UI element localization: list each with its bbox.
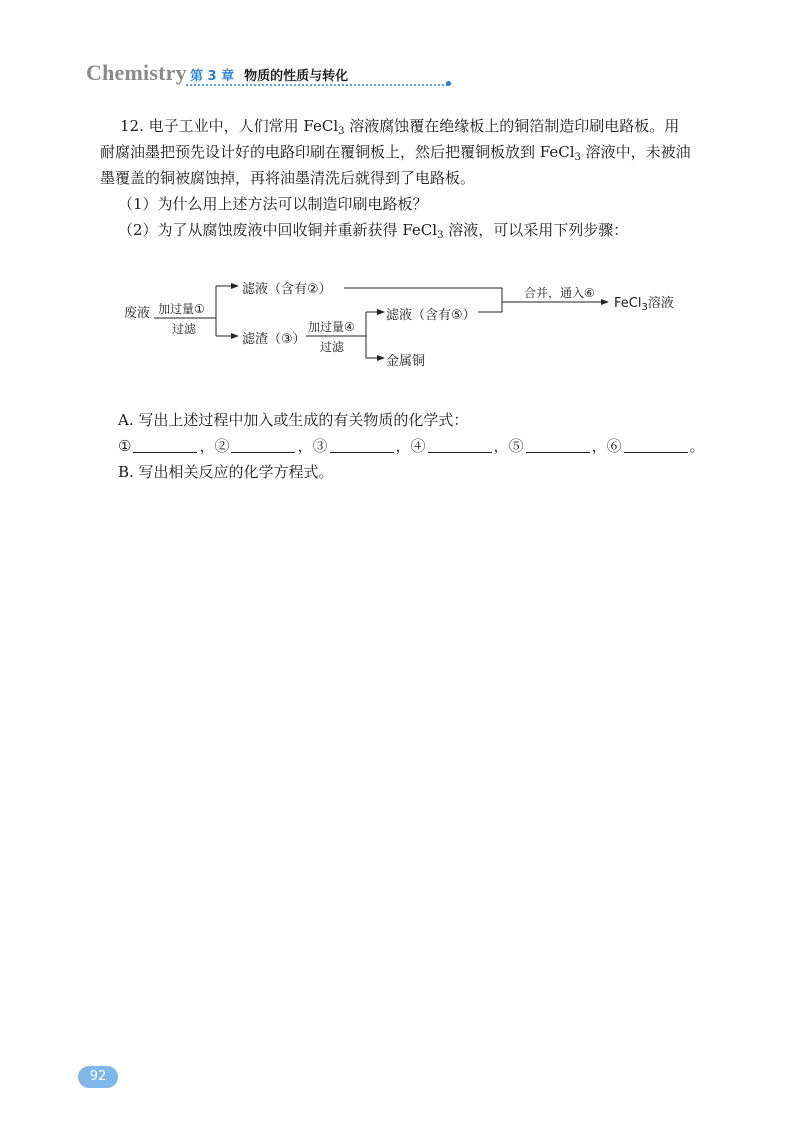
part-a-prompt: A. 写出上述过程中加入或生成的有关物质的化学式：	[118, 411, 469, 429]
part-a-blanks: ① ，② ，③ ，④ ，⑤ ，⑥ 。	[118, 437, 705, 455]
sub-question-2: （2）为了从腐蚀废液中回收铜并重新获得 FeCl$_3$ 溶液，可以采用下列步骤：	[118, 221, 629, 241]
page-header	[86, 60, 386, 90]
filtrate2-label: 滤液（含有⑤）	[386, 308, 476, 323]
sub-question-1: （1）为什么用上述方法可以制造印刷电路板？	[118, 195, 428, 213]
step1-operation: 过滤	[172, 322, 197, 336]
chapter-title: 物质的性质与转化	[244, 69, 349, 84]
page-number-badge: 92	[78, 1066, 118, 1088]
question-line-1: 12. 电子工业中，人们常用 FeCl$_3$ 溶液腐蚀覆在绝缘板上的铜箔制造印刷电路板。用	[120, 117, 680, 137]
blank-6[interactable]	[624, 436, 688, 453]
question-line-2: 耐腐油墨把预先设计好的电路印刷在覆铜板上，然后把覆铜板放到 FeCl$_3$ 溶液中，未被油	[100, 143, 691, 163]
blank-1[interactable]	[133, 436, 197, 453]
question-line-3: 墨覆盖的铜被腐蚀掉，再将油墨清洗后就得到了电路板。	[100, 169, 476, 187]
combine-label: 合并，通入⑥	[524, 286, 595, 300]
step1-reagent: 加过量①	[158, 302, 205, 316]
blank-5[interactable]	[526, 436, 590, 453]
part-b-prompt: B. 写出相关反应的化学方程式。	[118, 463, 334, 481]
blank-2[interactable]	[231, 436, 295, 453]
step2-operation: 过滤	[320, 340, 345, 354]
header-dot	[446, 81, 451, 86]
chapter-number: 第 3 章	[190, 69, 235, 84]
brand-title: Chemistry	[86, 60, 187, 85]
blank-3[interactable]	[330, 436, 394, 453]
step2-reagent: 加过量④	[308, 320, 355, 334]
copper-label: 金属铜	[386, 354, 426, 369]
product-label: FeCl$_3$溶液	[614, 296, 674, 313]
residue-label: 滤渣（③）	[242, 332, 306, 347]
header-rule	[186, 84, 448, 86]
process-flow-diagram	[118, 266, 718, 386]
waste-label: 废液	[124, 306, 151, 321]
filtrate1-label: 滤液（含有②）	[242, 282, 332, 297]
blank-4[interactable]	[428, 436, 492, 453]
chapter-heading	[190, 65, 348, 84]
